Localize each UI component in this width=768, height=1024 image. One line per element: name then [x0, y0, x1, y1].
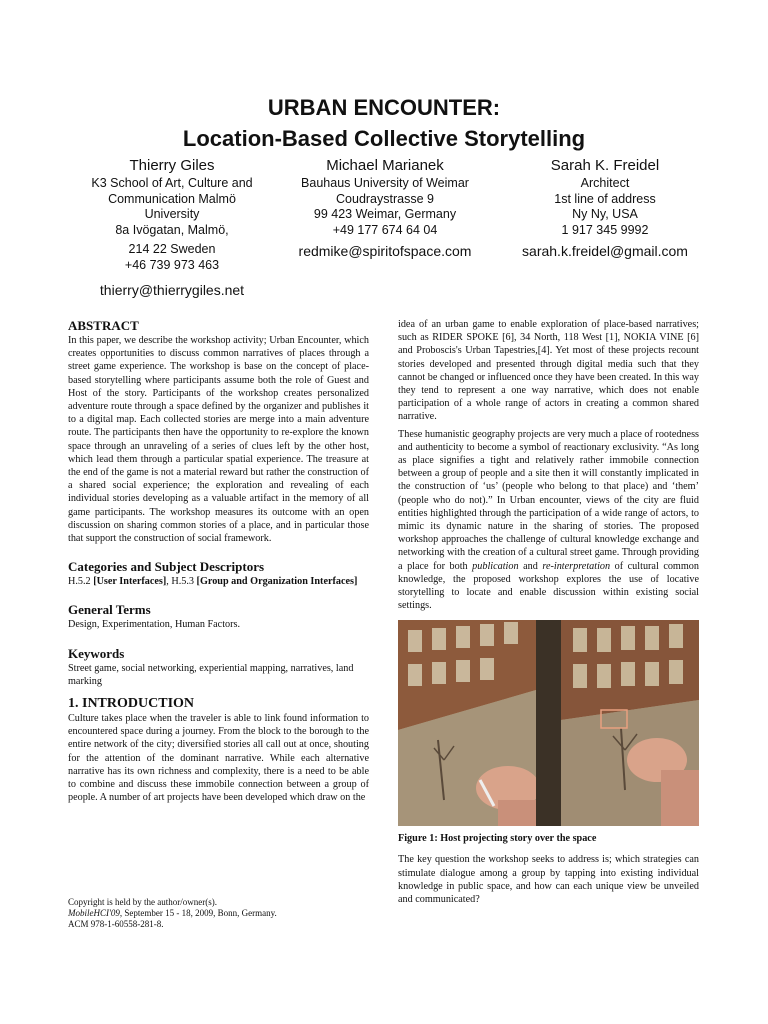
author-email[interactable]: redmike@spiritofspace.com	[298, 243, 472, 259]
left-column	[68, 318, 369, 804]
abstract-text: In this paper, we describe the workshop activity; Urban Encounter, which creates opportunities to discuss common narratives of places through a street game experience. The workshop is base on the concept of place-based storytelling where participants assume both the role of Guest and Host of the story. Participants of the workshop creates personalized adventure route through a space defined by the organizer and publishes it to a digital map. Each collected stories are merge into a main adventure route. The participants then have the opportunity to re-explore the known space through an unraveling of a series of clues left by the other host, which lead them through a particular spatial experience. The treasure at the end of the game is not a material reward but rather the construction of a shared social experience; the exploration and revealing of each individual stories developing as a valuable artifact in the memory of all game participants. The workshop measures its outcome with an open discussion on sharing common stories of a place, and in particular those that support the construction of social framework.	[68, 335, 369, 545]
author-affiliation-line: Communication Malmö	[108, 191, 236, 206]
keywords-text: Street game, social networking, experiential mapping, narratives, land marking	[68, 662, 354, 687]
venue-line: MobileHCI'09, September 15 - 18, 2009, Bonn, Germany.	[68, 908, 277, 918]
author-affiliation-line: 1 917 345 9992	[561, 222, 649, 237]
author-affiliation-line: +46 739 973 463	[124, 257, 220, 272]
categories-heading: Categories and Subject Descriptors	[68, 559, 265, 575]
author-affiliation-line: K3 School of Art, Culture and	[91, 176, 253, 190]
author-affiliation-line: University	[144, 207, 200, 221]
author-affiliation-line: 214 22 Sweden	[128, 242, 216, 256]
keywords-heading: Keywords	[68, 645, 125, 661]
author-block-1	[62, 156, 282, 299]
copyright-line: Copyright is held by the author/owner(s).	[68, 897, 217, 907]
introduction-heading: 1. INTRODUCTION	[68, 696, 195, 712]
general-terms-text: Design, Experimentation, Human Factors.	[68, 619, 241, 631]
title-line-1: URBAN ENCOUNTER:	[267, 95, 501, 120]
author-affiliation-line: Architect	[580, 176, 630, 190]
right-column	[398, 318, 699, 906]
author-affiliation-line: 8a Ivögatan, Malmö,	[115, 222, 229, 237]
photo-panel-left	[398, 620, 536, 826]
figure-photo	[398, 620, 699, 826]
author-name: Michael Marianek	[326, 157, 444, 174]
acm-line: ACM 978-1-60558-281-8.	[68, 919, 164, 929]
author-affiliation-line: Ny Ny, USA	[572, 207, 638, 221]
general-terms-heading: General Terms	[68, 602, 151, 618]
author-affiliation-line: +49 177 674 64 04	[332, 222, 438, 237]
abstract-heading: ABSTRACT	[68, 318, 139, 333]
author-affiliation-line: 1st line of address	[554, 191, 656, 206]
introduction-text: Culture takes place when the traveler is able to link found information to encountered space during a journey. From the block to the borough to the entire network of the city; diversified stories all call out at once, shouting for the attention of the dominant narrative. While each alternative narrative has its own richness and complexity, there is a need to be able to combine and discuss these immobile connection between a group of people. A number of art projects have been developed which draw on the	[68, 713, 369, 804]
title-line-2: Location-Based Collective Storytelling	[182, 126, 586, 151]
author-email[interactable]: thierry@thierrygiles.net	[99, 282, 245, 298]
paragraph: These humanistic geography projects are very much a place of rootedness and authenticity to become a symbol of reactionary exclusivity. “As long as place signifies a tight and relatively rather immobile connection between a group of people and a site then it will constantly implicated in the construction of ‘us’ (people who belong to that place) and ‘them’ (people who do not).” In Urban encounter, views of the city are fluid entities highlighted through the participation of a wide range of actors, to mimic its dynamic nature in the sharing of stories. The proposed workshop approaches the challenge of cultural knowledge exchange and networking with the creation of a cultural street game. Through providing a place for both publication and re-interpretation of cultural common knowledge, the proposed workshop explores the use of locative storytelling to locate and enable discussion within existing social settings.	[398, 428, 699, 612]
author-affiliation-line: 99 423 Weimar, Germany	[313, 207, 457, 221]
figure-caption: Figure 1: Host projecting story over the space	[398, 833, 597, 845]
author-name: Thierry Giles	[129, 157, 215, 174]
paper-title	[0, 92, 768, 154]
author-email[interactable]: sarah.k.freidel@gmail.com	[522, 243, 688, 259]
author-block-3	[505, 156, 705, 260]
author-block-2	[287, 156, 483, 260]
paragraph: idea of an urban game to enable exploration of place-based narratives; such as RIDER SPOKE [6], 34 North, 118 West [1], NOKIA VINE [6] and Proboscis's Urban Tapestries,[4]. Yet most of these projects recount stories developed and presented through digital media such that they cannot be changed or influenced once they have been created. In this way they tend to represent a one way narrative, which does not enable participation of a whole range of actors in creating a common shared narrative.	[398, 319, 699, 423]
photo-panel-right	[561, 620, 699, 826]
copyright-block	[68, 897, 277, 930]
paragraph: The key question the workshop seeks to address is; which strategies can stimulate dialogue among a group by tapping into existing individual knowledge in public space, and how can each unique view be unveiled and communicated?	[398, 854, 699, 906]
author-affiliation-line: Coudraystrasse 9	[336, 191, 434, 206]
author-affiliation-line: Bauhaus University of Weimar	[301, 176, 469, 190]
author-name: Sarah K. Freidel	[550, 157, 660, 174]
categories-text: H.5.2 [User Interfaces], H.5.3 [Group and Organization Interfaces]	[68, 576, 358, 588]
